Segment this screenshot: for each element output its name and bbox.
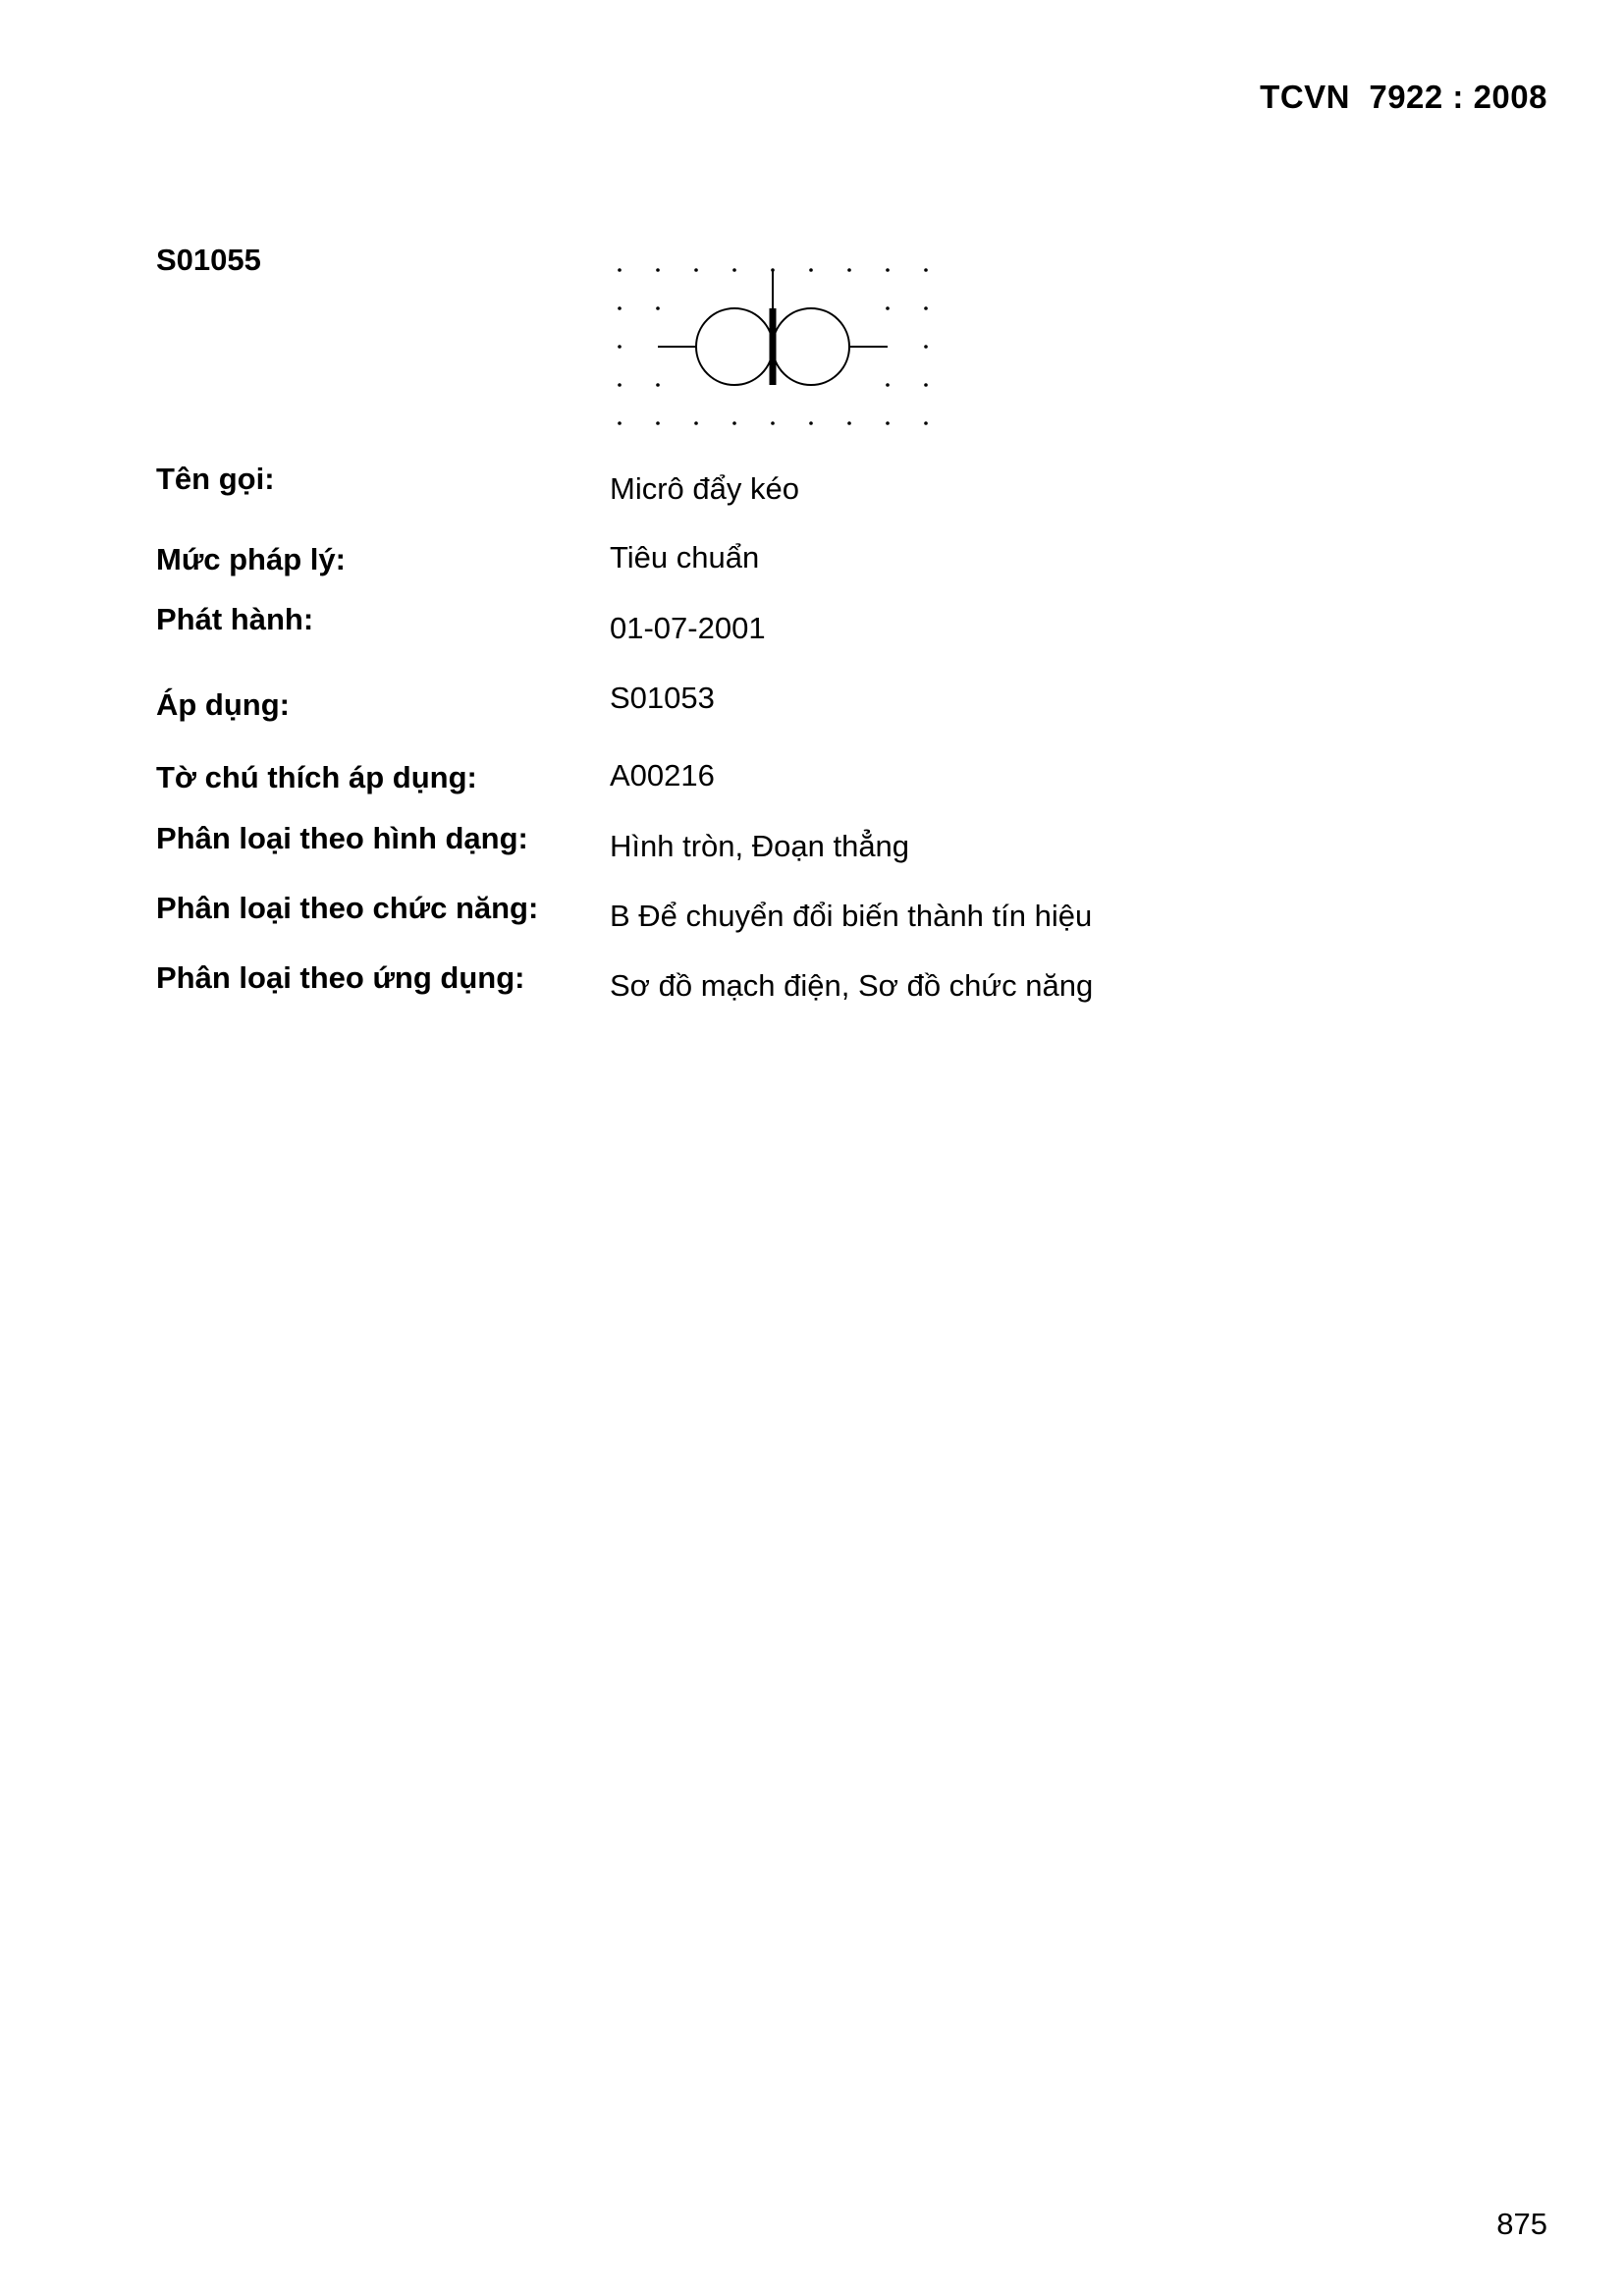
symbol-code: S01055 [156, 243, 261, 277]
label-phat-hanh: Phát hành: [156, 602, 314, 636]
label-ten-goi: Tên gọi: [156, 462, 275, 496]
label-to-chu-thich: Tờ chú thích áp dụng: [156, 760, 477, 794]
page-number: 875 [1496, 2207, 1547, 2241]
symbol-strokes [658, 270, 888, 385]
label-phan-loai-chuc-nang: Phân loại theo chức năng: [156, 891, 539, 925]
value-ap-dung: S01053 [610, 681, 715, 715]
value-ten-goi: Micrô đẩy kéo [610, 471, 799, 506]
value-to-chu-thich: A00216 [610, 758, 715, 793]
value-phan-loai-chuc-nang: B Để chuyển đổi biến thành tín hiệu [610, 899, 1093, 933]
value-phat-hanh: 01-07-2001 [610, 611, 766, 645]
push-pull-microphone-symbol-icon [609, 257, 933, 434]
label-phan-loai-ung-dung: Phân loại theo ứng dụng: [156, 960, 525, 995]
label-ap-dung: Áp dụng: [156, 687, 291, 722]
label-muc-phap-ly: Mức pháp lý: [156, 542, 346, 576]
standard-header: TCVN 7922 : 2008 [1260, 79, 1547, 115]
value-phan-loai-ung-dung: Sơ đồ mạch điện, Sơ đồ chức năng [610, 968, 1094, 1003]
value-phan-loai-hinh-dang: Hình tròn, Đoạn thẳng [610, 829, 910, 863]
label-phan-loai-hinh-dang: Phân loại theo hình dạng: [156, 821, 528, 855]
value-muc-phap-ly: Tiêu chuẩn [610, 540, 760, 574]
